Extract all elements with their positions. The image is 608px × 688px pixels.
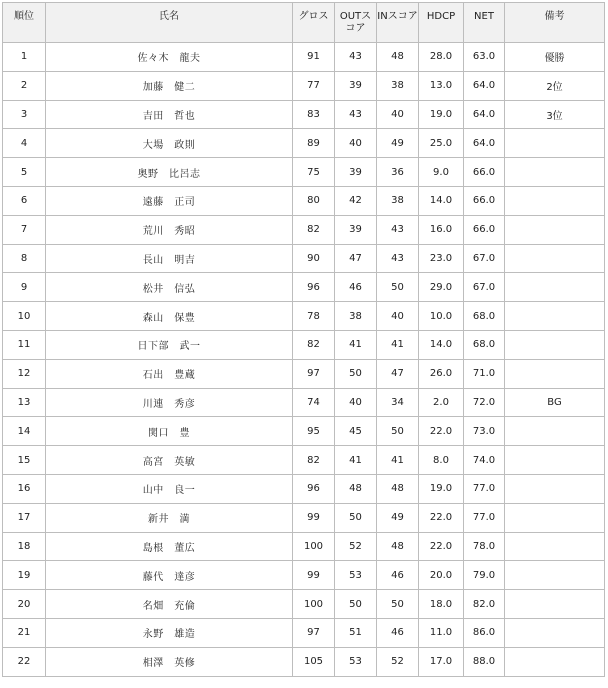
cell-note bbox=[505, 474, 605, 503]
cell-hdcp: 2.0 bbox=[419, 388, 464, 417]
table-row bbox=[3, 417, 605, 446]
cell-note: 2位 bbox=[505, 71, 605, 100]
cell-out-score: 41 bbox=[335, 330, 377, 359]
cell-note: BG bbox=[505, 388, 605, 417]
cell-rank: 5 bbox=[3, 158, 46, 187]
header-name: 氏名 bbox=[46, 3, 293, 43]
table-row bbox=[3, 186, 605, 215]
cell-in-score: 47 bbox=[377, 359, 419, 388]
cell-gross: 99 bbox=[293, 561, 335, 590]
cell-name: 吉田 哲也 bbox=[46, 100, 293, 129]
cell-rank: 12 bbox=[3, 359, 46, 388]
cell-name: 新井 満 bbox=[46, 503, 293, 532]
cell-net: 68.0 bbox=[464, 330, 505, 359]
cell-gross: 90 bbox=[293, 244, 335, 273]
cell-gross: 97 bbox=[293, 359, 335, 388]
cell-in-score: 46 bbox=[377, 561, 419, 590]
cell-net: 64.0 bbox=[464, 129, 505, 158]
cell-gross: 78 bbox=[293, 302, 335, 331]
cell-in-score: 49 bbox=[377, 503, 419, 532]
cell-name: 永野 雄造 bbox=[46, 618, 293, 647]
table-row bbox=[3, 330, 605, 359]
cell-gross: 100 bbox=[293, 590, 335, 619]
cell-rank: 9 bbox=[3, 273, 46, 302]
cell-hdcp: 16.0 bbox=[419, 215, 464, 244]
cell-out-score: 48 bbox=[335, 474, 377, 503]
cell-in-score: 43 bbox=[377, 215, 419, 244]
table-row bbox=[3, 446, 605, 475]
cell-gross: 91 bbox=[293, 43, 335, 72]
cell-in-score: 34 bbox=[377, 388, 419, 417]
cell-out-score: 41 bbox=[335, 446, 377, 475]
cell-name: 川連 秀彦 bbox=[46, 388, 293, 417]
header-net: NET bbox=[464, 3, 505, 43]
cell-out-score: 50 bbox=[335, 359, 377, 388]
cell-out-score: 51 bbox=[335, 618, 377, 647]
cell-hdcp: 26.0 bbox=[419, 359, 464, 388]
cell-hdcp: 22.0 bbox=[419, 417, 464, 446]
cell-in-score: 50 bbox=[377, 590, 419, 619]
table-row bbox=[3, 503, 605, 532]
cell-rank: 2 bbox=[3, 71, 46, 100]
cell-rank: 7 bbox=[3, 215, 46, 244]
cell-rank: 14 bbox=[3, 417, 46, 446]
cell-name: 相澤 英修 bbox=[46, 647, 293, 676]
cell-name: 松井 信弘 bbox=[46, 273, 293, 302]
cell-rank: 18 bbox=[3, 532, 46, 561]
cell-note bbox=[505, 158, 605, 187]
cell-note bbox=[505, 302, 605, 331]
cell-rank: 11 bbox=[3, 330, 46, 359]
cell-note bbox=[505, 273, 605, 302]
cell-note bbox=[505, 215, 605, 244]
cell-gross: 82 bbox=[293, 446, 335, 475]
cell-net: 71.0 bbox=[464, 359, 505, 388]
cell-note bbox=[505, 330, 605, 359]
table-row bbox=[3, 302, 605, 331]
cell-name: 島根 董広 bbox=[46, 532, 293, 561]
cell-hdcp: 10.0 bbox=[419, 302, 464, 331]
cell-hdcp: 11.0 bbox=[419, 618, 464, 647]
cell-out-score: 45 bbox=[335, 417, 377, 446]
cell-rank: 13 bbox=[3, 388, 46, 417]
table-row bbox=[3, 532, 605, 561]
cell-rank: 10 bbox=[3, 302, 46, 331]
header-in-score: INスコア bbox=[377, 3, 419, 43]
cell-name: 森山 保豊 bbox=[46, 302, 293, 331]
cell-net: 63.0 bbox=[464, 43, 505, 72]
table-row bbox=[3, 71, 605, 100]
cell-hdcp: 14.0 bbox=[419, 186, 464, 215]
cell-net: 66.0 bbox=[464, 158, 505, 187]
cell-net: 68.0 bbox=[464, 302, 505, 331]
cell-in-score: 38 bbox=[377, 186, 419, 215]
cell-hdcp: 23.0 bbox=[419, 244, 464, 273]
cell-hdcp: 8.0 bbox=[419, 446, 464, 475]
cell-net: 64.0 bbox=[464, 100, 505, 129]
cell-hdcp: 25.0 bbox=[419, 129, 464, 158]
cell-net: 67.0 bbox=[464, 273, 505, 302]
cell-name: 遠藤 正司 bbox=[46, 186, 293, 215]
cell-rank: 17 bbox=[3, 503, 46, 532]
cell-note bbox=[505, 590, 605, 619]
cell-rank: 19 bbox=[3, 561, 46, 590]
table-row bbox=[3, 647, 605, 676]
cell-note bbox=[505, 618, 605, 647]
cell-name: 山中 良一 bbox=[46, 474, 293, 503]
cell-in-score: 50 bbox=[377, 417, 419, 446]
cell-net: 72.0 bbox=[464, 388, 505, 417]
cell-gross: 99 bbox=[293, 503, 335, 532]
cell-name: 名畑 充倫 bbox=[46, 590, 293, 619]
cell-note bbox=[505, 446, 605, 475]
cell-name: 大場 政則 bbox=[46, 129, 293, 158]
cell-name: 佐々木 龍夫 bbox=[46, 43, 293, 72]
cell-net: 74.0 bbox=[464, 446, 505, 475]
cell-rank: 3 bbox=[3, 100, 46, 129]
header-rank: 順位 bbox=[3, 3, 46, 43]
cell-note bbox=[505, 244, 605, 273]
cell-net: 78.0 bbox=[464, 532, 505, 561]
results-table bbox=[2, 2, 605, 677]
table-row bbox=[3, 561, 605, 590]
cell-hdcp: 9.0 bbox=[419, 158, 464, 187]
header-hdcp: HDCP bbox=[419, 3, 464, 43]
cell-in-score: 43 bbox=[377, 244, 419, 273]
cell-in-score: 41 bbox=[377, 446, 419, 475]
table-row bbox=[3, 273, 605, 302]
cell-hdcp: 22.0 bbox=[419, 532, 464, 561]
cell-note: 3位 bbox=[505, 100, 605, 129]
cell-hdcp: 19.0 bbox=[419, 100, 464, 129]
cell-name: 加藤 健二 bbox=[46, 71, 293, 100]
cell-in-score: 46 bbox=[377, 618, 419, 647]
table-row bbox=[3, 129, 605, 158]
cell-out-score: 38 bbox=[335, 302, 377, 331]
cell-rank: 6 bbox=[3, 186, 46, 215]
cell-note bbox=[505, 417, 605, 446]
cell-in-score: 49 bbox=[377, 129, 419, 158]
table-row bbox=[3, 244, 605, 273]
cell-out-score: 40 bbox=[335, 129, 377, 158]
cell-note bbox=[505, 561, 605, 590]
cell-in-score: 48 bbox=[377, 532, 419, 561]
cell-net: 67.0 bbox=[464, 244, 505, 273]
cell-name: 荒川 秀昭 bbox=[46, 215, 293, 244]
cell-rank: 16 bbox=[3, 474, 46, 503]
cell-name: 日下部 武一 bbox=[46, 330, 293, 359]
cell-in-score: 40 bbox=[377, 302, 419, 331]
cell-out-score: 42 bbox=[335, 186, 377, 215]
cell-out-score: 46 bbox=[335, 273, 377, 302]
cell-note bbox=[505, 503, 605, 532]
cell-hdcp: 22.0 bbox=[419, 503, 464, 532]
cell-gross: 96 bbox=[293, 474, 335, 503]
cell-net: 77.0 bbox=[464, 503, 505, 532]
cell-note bbox=[505, 532, 605, 561]
table-row bbox=[3, 359, 605, 388]
cell-hdcp: 17.0 bbox=[419, 647, 464, 676]
cell-rank: 1 bbox=[3, 43, 46, 72]
cell-out-score: 47 bbox=[335, 244, 377, 273]
cell-gross: 89 bbox=[293, 129, 335, 158]
cell-hdcp: 13.0 bbox=[419, 71, 464, 100]
cell-gross: 82 bbox=[293, 215, 335, 244]
cell-rank: 4 bbox=[3, 129, 46, 158]
cell-in-score: 41 bbox=[377, 330, 419, 359]
cell-in-score: 40 bbox=[377, 100, 419, 129]
cell-gross: 100 bbox=[293, 532, 335, 561]
cell-gross: 74 bbox=[293, 388, 335, 417]
cell-out-score: 43 bbox=[335, 100, 377, 129]
cell-in-score: 52 bbox=[377, 647, 419, 676]
header-out-score: OUTスコア bbox=[335, 3, 377, 43]
header-gross: グロス bbox=[293, 3, 335, 43]
cell-hdcp: 28.0 bbox=[419, 43, 464, 72]
cell-rank: 20 bbox=[3, 590, 46, 619]
cell-out-score: 53 bbox=[335, 561, 377, 590]
table-row bbox=[3, 618, 605, 647]
cell-in-score: 48 bbox=[377, 474, 419, 503]
cell-net: 77.0 bbox=[464, 474, 505, 503]
cell-rank: 8 bbox=[3, 244, 46, 273]
cell-out-score: 52 bbox=[335, 532, 377, 561]
cell-gross: 77 bbox=[293, 71, 335, 100]
cell-rank: 21 bbox=[3, 618, 46, 647]
cell-name: 奥野 比呂志 bbox=[46, 158, 293, 187]
cell-net: 88.0 bbox=[464, 647, 505, 676]
table-row bbox=[3, 100, 605, 129]
cell-out-score: 43 bbox=[335, 43, 377, 72]
cell-in-score: 50 bbox=[377, 273, 419, 302]
cell-name: 高宮 英敏 bbox=[46, 446, 293, 475]
cell-note bbox=[505, 129, 605, 158]
cell-gross: 96 bbox=[293, 273, 335, 302]
cell-net: 66.0 bbox=[464, 215, 505, 244]
cell-out-score: 39 bbox=[335, 158, 377, 187]
cell-note bbox=[505, 359, 605, 388]
cell-out-score: 40 bbox=[335, 388, 377, 417]
cell-out-score: 50 bbox=[335, 590, 377, 619]
cell-note bbox=[505, 186, 605, 215]
cell-name: 石出 豊蔵 bbox=[46, 359, 293, 388]
cell-net: 86.0 bbox=[464, 618, 505, 647]
cell-gross: 97 bbox=[293, 618, 335, 647]
table-row bbox=[3, 590, 605, 619]
table-row bbox=[3, 388, 605, 417]
cell-gross: 83 bbox=[293, 100, 335, 129]
cell-hdcp: 19.0 bbox=[419, 474, 464, 503]
cell-out-score: 39 bbox=[335, 215, 377, 244]
cell-rank: 15 bbox=[3, 446, 46, 475]
cell-name: 関口 豊 bbox=[46, 417, 293, 446]
cell-out-score: 39 bbox=[335, 71, 377, 100]
cell-note: 優勝 bbox=[505, 43, 605, 72]
cell-hdcp: 20.0 bbox=[419, 561, 464, 590]
table-row bbox=[3, 43, 605, 72]
cell-net: 64.0 bbox=[464, 71, 505, 100]
table-row bbox=[3, 215, 605, 244]
header-note: 備考 bbox=[505, 3, 605, 43]
cell-hdcp: 14.0 bbox=[419, 330, 464, 359]
cell-gross: 75 bbox=[293, 158, 335, 187]
cell-out-score: 50 bbox=[335, 503, 377, 532]
cell-hdcp: 29.0 bbox=[419, 273, 464, 302]
cell-gross: 80 bbox=[293, 186, 335, 215]
cell-rank: 22 bbox=[3, 647, 46, 676]
cell-gross: 105 bbox=[293, 647, 335, 676]
cell-name: 長山 明吉 bbox=[46, 244, 293, 273]
table-row bbox=[3, 474, 605, 503]
cell-net: 82.0 bbox=[464, 590, 505, 619]
cell-hdcp: 18.0 bbox=[419, 590, 464, 619]
cell-net: 73.0 bbox=[464, 417, 505, 446]
cell-in-score: 36 bbox=[377, 158, 419, 187]
cell-in-score: 48 bbox=[377, 43, 419, 72]
cell-net: 79.0 bbox=[464, 561, 505, 590]
cell-out-score: 53 bbox=[335, 647, 377, 676]
cell-net: 66.0 bbox=[464, 186, 505, 215]
cell-gross: 82 bbox=[293, 330, 335, 359]
cell-in-score: 38 bbox=[377, 71, 419, 100]
cell-name: 藤代 達彦 bbox=[46, 561, 293, 590]
cell-note bbox=[505, 647, 605, 676]
table-row bbox=[3, 158, 605, 187]
header-row bbox=[3, 3, 605, 43]
cell-gross: 95 bbox=[293, 417, 335, 446]
